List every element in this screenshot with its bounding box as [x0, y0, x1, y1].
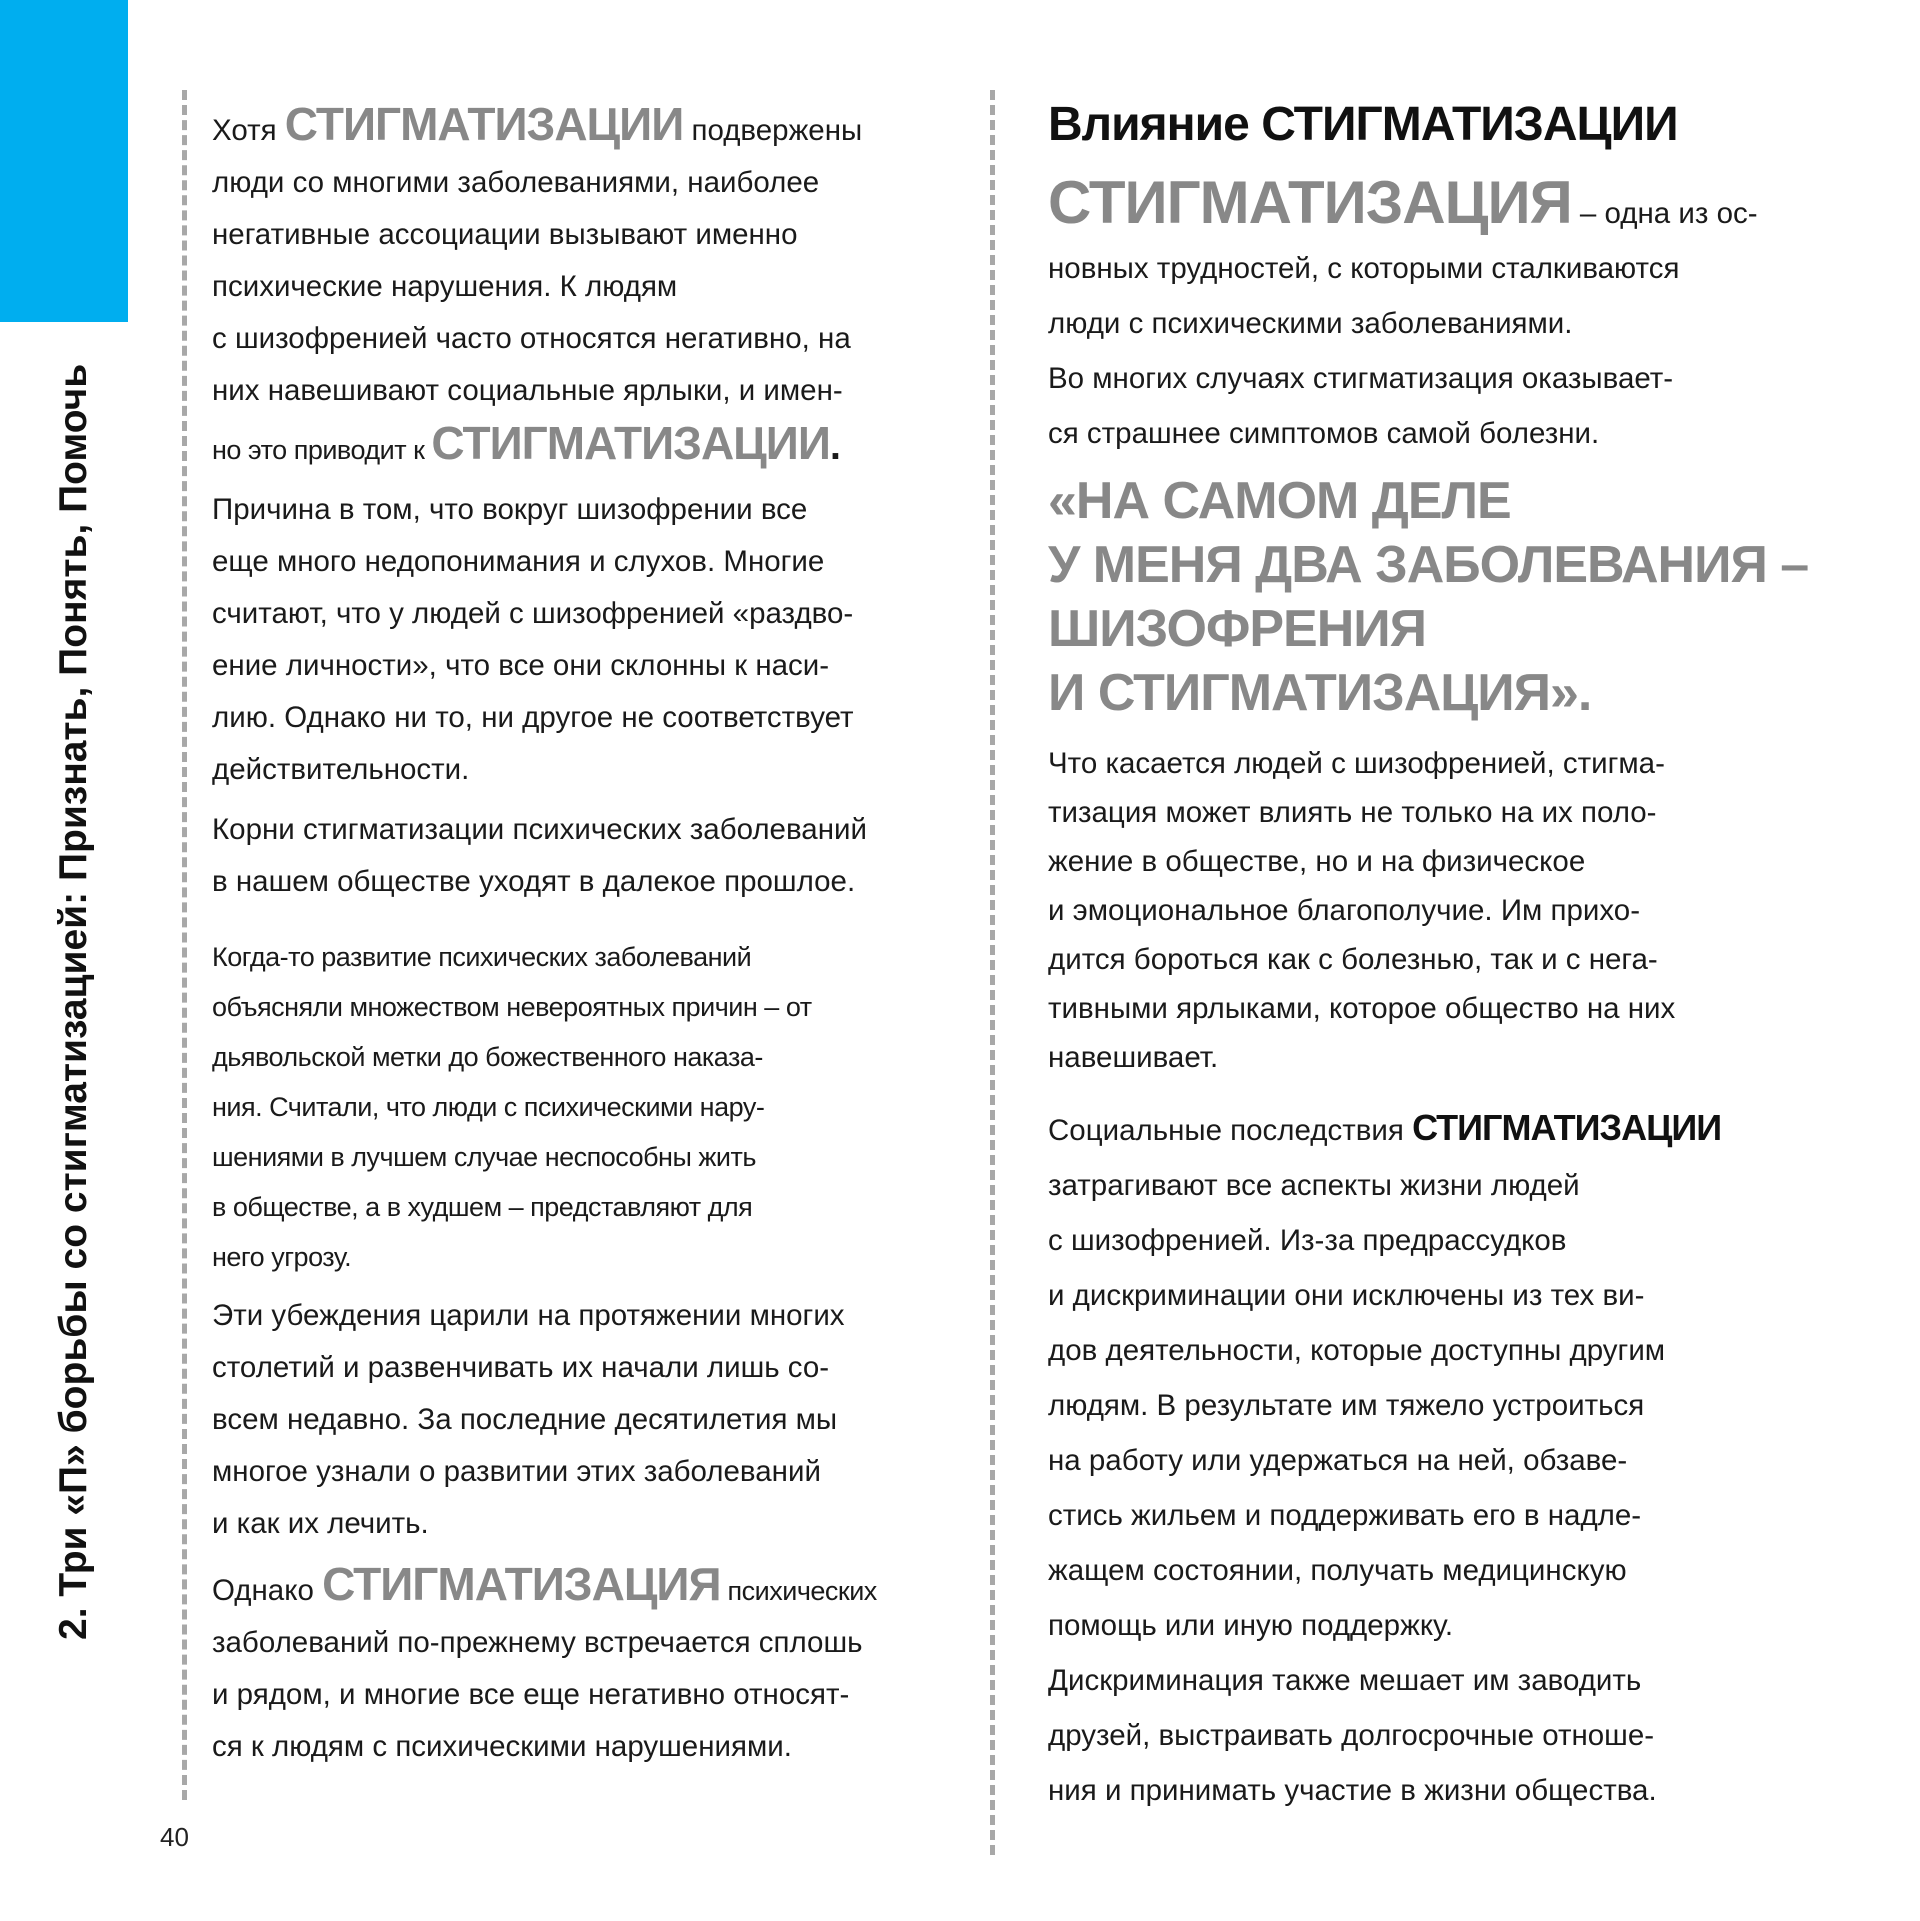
right-paragraph-3: Социальные последствия СТИГМАТИЗАЦИИ затрагивают все аспекты жизни людей с шизофренией. Из-за предрассудков и дискриминации они исключены из тех ви- дов деятельности, которые доступны другим людям. В результате им тяжело устроиться на работу или удержаться на ней, обзаве- стись жильем и поддерживать его в надле- жащем состоянии, получать медицинскую помощь или иную поддержку. Дискриминация также мешает им заводить друзей, выстраивать долгосрочные отноше- ния и принимать участие в жизни общества. — [1048, 1107, 1722, 1807]
stigma-keyword: СТИГМАТИЗАЦИИ — [284, 98, 684, 150]
stigma-keyword-large: СТИГМАТИЗАЦИЯ — [1048, 169, 1572, 236]
section-heading: Влияние СТИГМАТИЗАЦИИ — [1048, 98, 1678, 151]
right-column — [1048, 90, 1898, 1818]
stigma-keyword: СТИГМАТИЗАЦИИ — [1412, 1107, 1722, 1148]
left-paragraph-4: Когда-то развитие психических заболеваний объясняли множеством невероятных причин – от дьявольской метки до божественного наказа- ния. Считали, что люди с психическими нару- шениями в лучшем случае неспособны жить в обществе, а в худшем – представляют для него угрозу. — [212, 942, 812, 1272]
left-dashed-divider — [182, 90, 187, 1800]
section-color-tab — [0, 0, 128, 322]
pull-quote: «НА САМОМ ДЕЛЕ У МЕНЯ ДВА ЗАБОЛЕВАНИЯ – ШИЗОФРЕНИЯ И СТИГМАТИЗАЦИЯ». — [1048, 472, 1809, 722]
section-title-vertical: 2. Три «П» борьбы со стигматизацией: Признать, Понять, Помочь — [52, 363, 95, 1640]
right-paragraph-1: СТИГМАТИЗАЦИЯ – одна из ос- новных трудностей, с которыми сталкиваются люди с психическими заболеваниями. Во многих случаях стигматизация оказывает- ся страшнее симптомов самой болезни. — [1048, 169, 1758, 450]
page-number: 40 — [160, 1822, 189, 1852]
left-paragraph-1: Хотя СТИГМАТИЗАЦИИ подвержены люди со многими заболеваниями, наиболее негативные ассоциации вызывают именно психические нарушения. К людям с шизофренией часто относятся негативно, на них навешивают социальные ярлыки, и имен- но это приводит к СТИГМАТИЗАЦИИ. — [212, 98, 863, 469]
left-paragraph-3: Корни стигматизации психических заболеваний в нашем обществе уходят в далекое прошлое. — [212, 813, 867, 898]
right-paragraph-2: Что касается людей с шизофренией, стигма- тизация может влиять не только на их поло- жение в обществе, но и на физическое и эмоциональное благополучие. Им прихо- дится бороться как с болезнью, так и с нега- тивными ярлыками, которое общество на них навешивает. — [1048, 747, 1676, 1074]
left-paragraph-2: Причина в том, что вокруг шизофрении все еще много недопонимания и слухов. Многие считают, что у людей с шизофренией «раздво- ение личности», что все они склонны к наси- лию. Однако ни то, ни другое не соответствует действительности. — [212, 493, 854, 786]
stigma-keyword: СТИГМАТИЗАЦИИ — [431, 417, 830, 469]
stigma-keyword: СТИГМАТИЗАЦИЯ — [322, 1558, 721, 1610]
center-dashed-divider — [990, 90, 995, 1855]
left-paragraph-5: Эти убеждения царили на протяжении многих столетий и развенчивать их начали лишь со- всем недавно. За последние десятилетия мы многое узнали о развитии этих заболеваний и как их лечить. — [212, 1299, 845, 1540]
left-paragraph-6: Однако СТИГМАТИЗАЦИЯ психических заболеваний по-прежнему встречается сплошь и рядом, и многие все еще негативно относят- ся к людям с психическими нарушениями. — [212, 1558, 877, 1763]
left-column — [212, 98, 972, 1773]
